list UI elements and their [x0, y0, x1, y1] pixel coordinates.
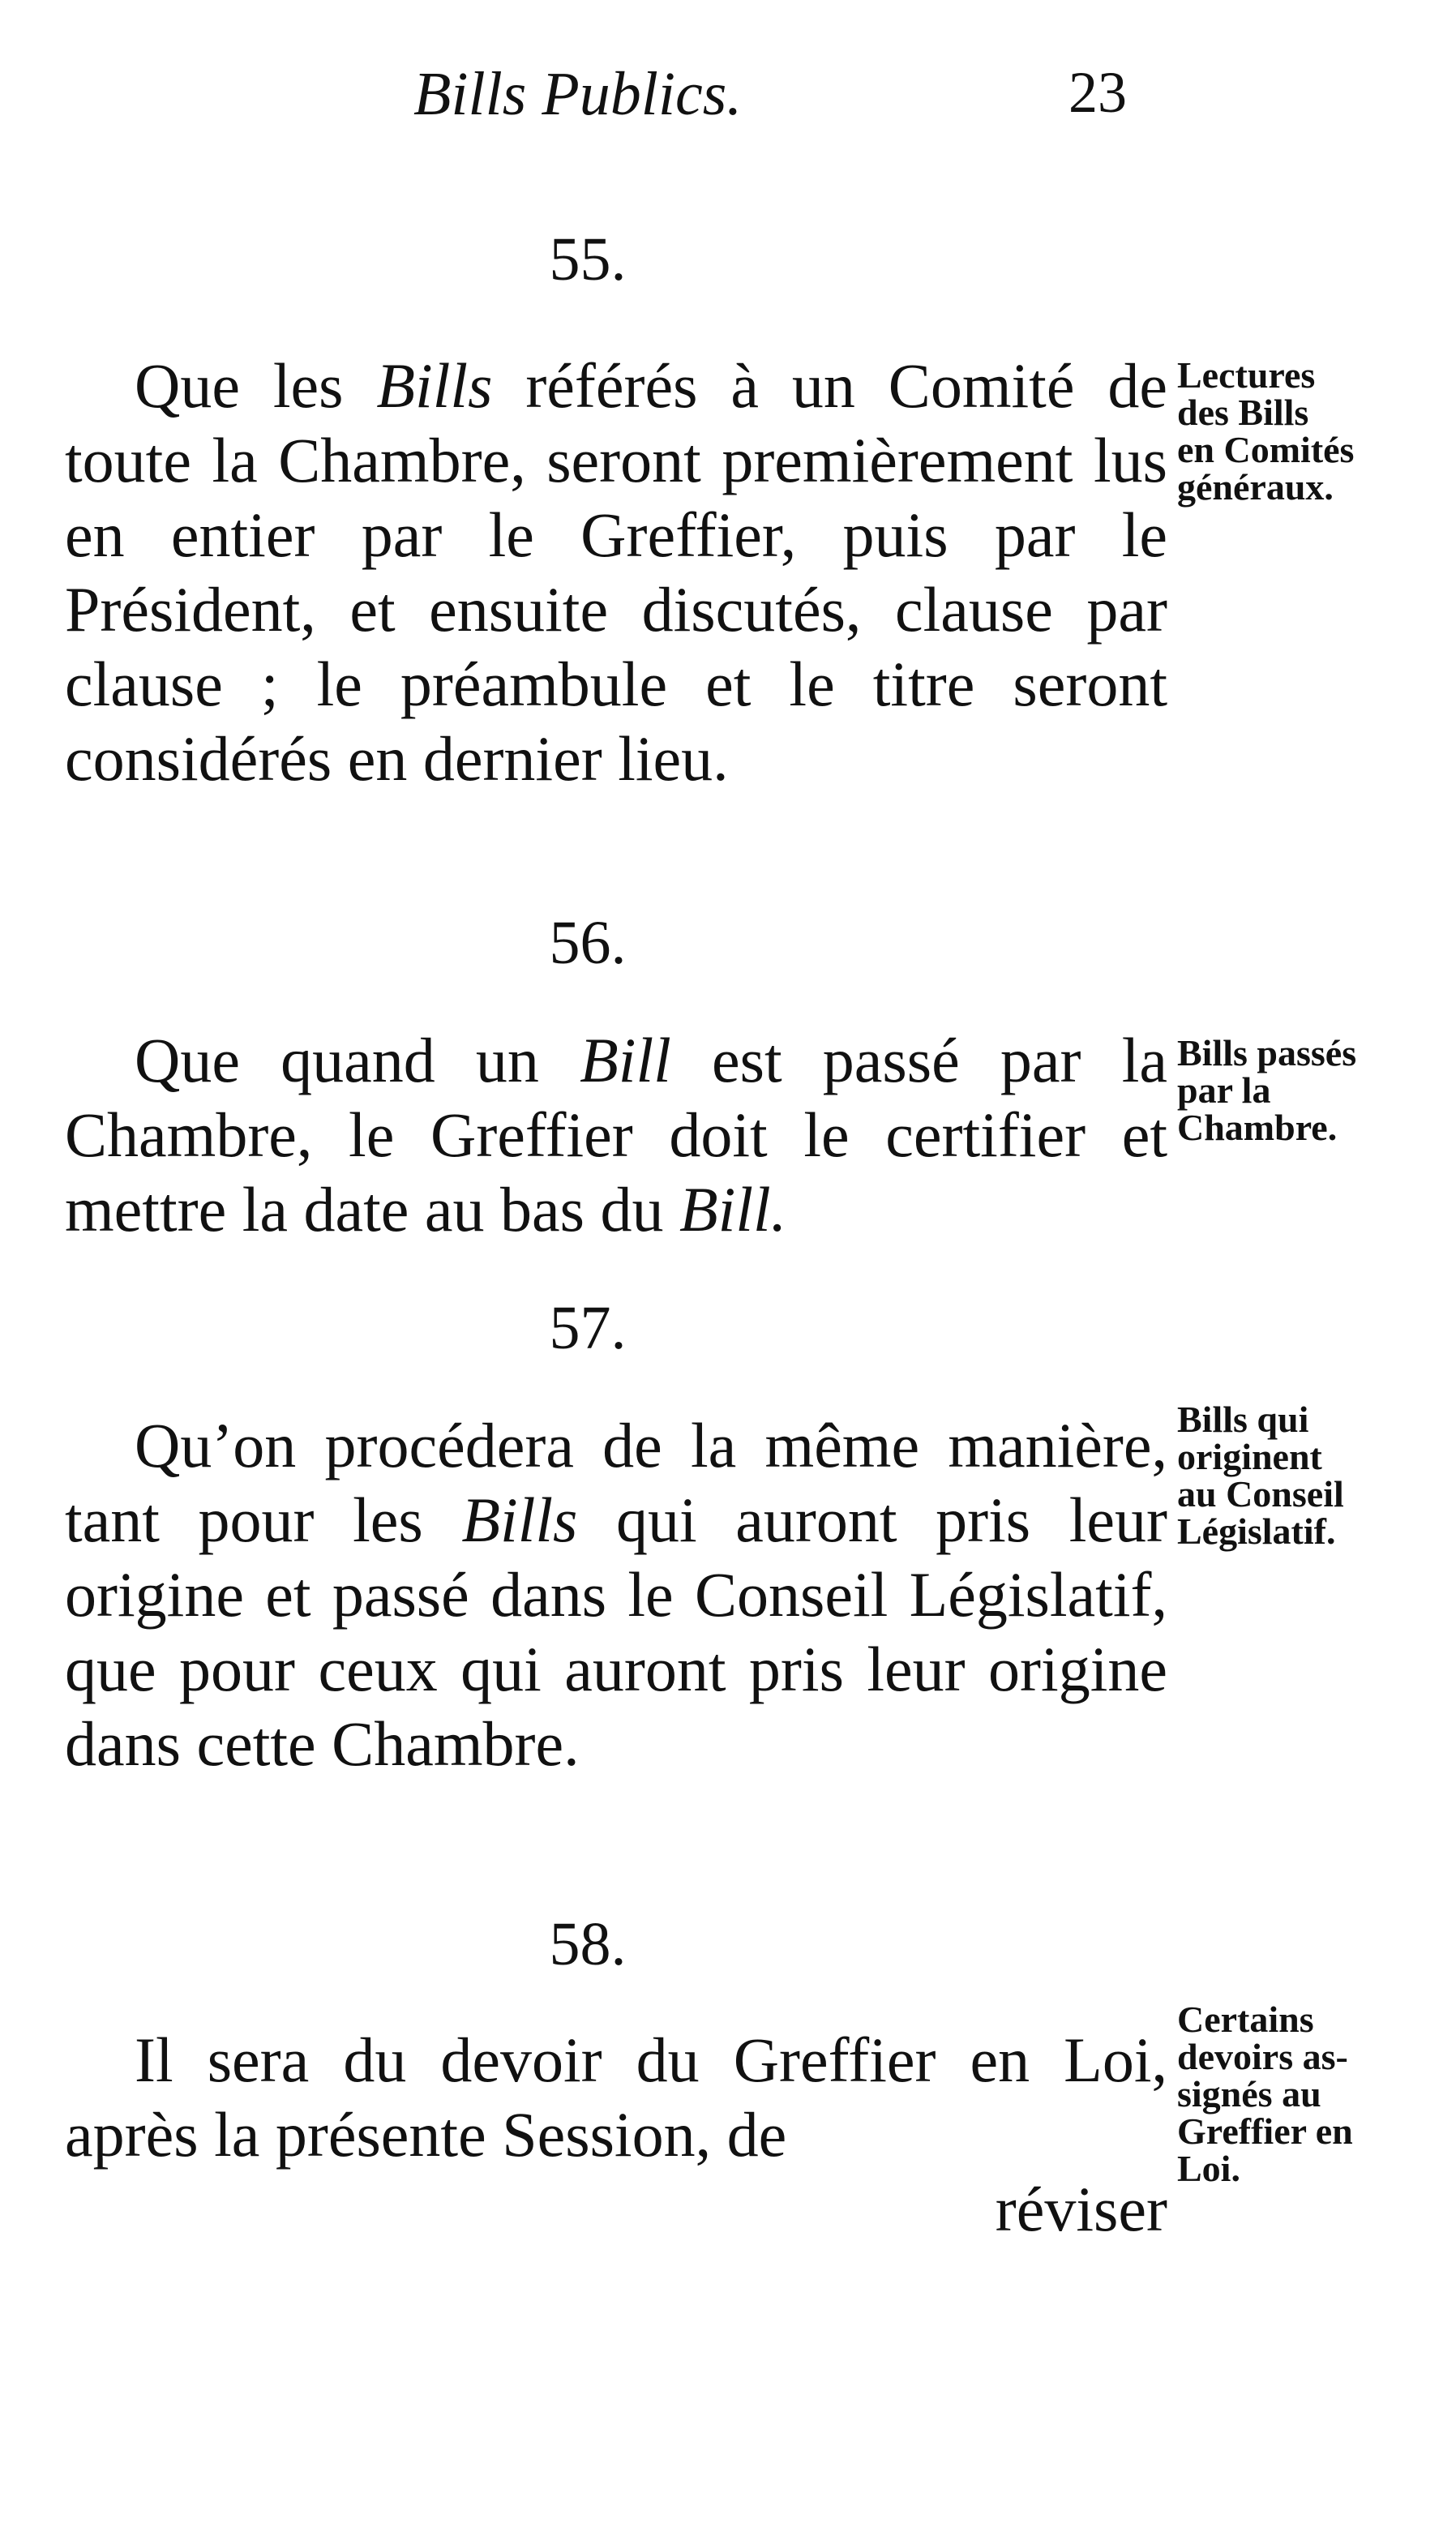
margin-note-line: Bills qui [1177, 1399, 1309, 1440]
margin-note-line: des Bills [1177, 392, 1309, 433]
text-run: qui auront pris leur origine et passé dans le Conseil Législatif, que pour ceux qui auront pris leur origine dans cette Chambre. [65, 1485, 1168, 1779]
margin-note-line: originent [1177, 1436, 1322, 1477]
margin-note-line: Lectures [1177, 354, 1316, 396]
text-run: référés à un Comité de toute la Chambre, seront premièrement lus en entier par le Greffier, puis par le Président, et ensuite discutés, clause par clause ; le préambule et le titre seront considérés en dernier lieu. [65, 350, 1167, 794]
text-run: Que les [135, 350, 377, 421]
article-last-line-58: réviser [995, 2174, 1167, 2244]
margin-note-57 [1177, 1401, 1428, 1550]
margin-note-line: en Comités [1177, 429, 1355, 470]
margin-note-line: généraux. [1177, 466, 1334, 508]
article-text-57 [65, 1408, 1167, 1781]
article-number-56: 56. [549, 909, 627, 977]
article-number-57: 57. [549, 1294, 627, 1362]
text-run-italic: Bill. [679, 1174, 787, 1245]
text-run-italic: Bill [580, 1025, 671, 1095]
article-number-55: 55. [549, 225, 627, 294]
article-number-58: 58. [549, 1910, 627, 1978]
page-number: 23 [1068, 60, 1127, 125]
text-run-italic: Bills [461, 1485, 578, 1555]
text-run: Que quand un [135, 1025, 580, 1095]
margin-note-line: Certains [1177, 1999, 1314, 2040]
margin-note-line: Greffier en [1177, 2110, 1353, 2152]
margin-note-line: Chambre. [1177, 1107, 1338, 1148]
article-text-58 [65, 2023, 1167, 2172]
margin-note-line: Bills passés [1177, 1032, 1357, 1073]
running-title: Bills Publics. [413, 60, 743, 128]
text-run: Qu’on procédera de la même manière, tant pour les [65, 1410, 1167, 1555]
article-text-55 [65, 349, 1167, 796]
text-run: est passé par la Chambre, le Greffier doit le certifier et mettre la date au bas du [65, 1025, 1168, 1245]
margin-note-line: par la [1177, 1069, 1271, 1111]
margin-note-58 [1177, 2001, 1428, 2187]
margin-note-line: Législatif. [1177, 1510, 1336, 1552]
margin-note-line: au Conseil [1177, 1473, 1344, 1515]
text-run: Il sera du devoir du Greffier en Loi, après la présente Session, de [65, 2025, 1167, 2170]
margin-note-line: Loi. [1177, 2148, 1240, 2189]
margin-note-55 [1177, 354, 1428, 508]
margin-note-56 [1177, 1032, 1428, 1148]
article-text-56 [65, 1023, 1167, 1247]
margin-note-line: devoirs as- [1177, 2036, 1348, 2077]
text-run-italic: Bills [376, 350, 493, 421]
margin-note-line: signés au [1177, 2073, 1321, 2115]
